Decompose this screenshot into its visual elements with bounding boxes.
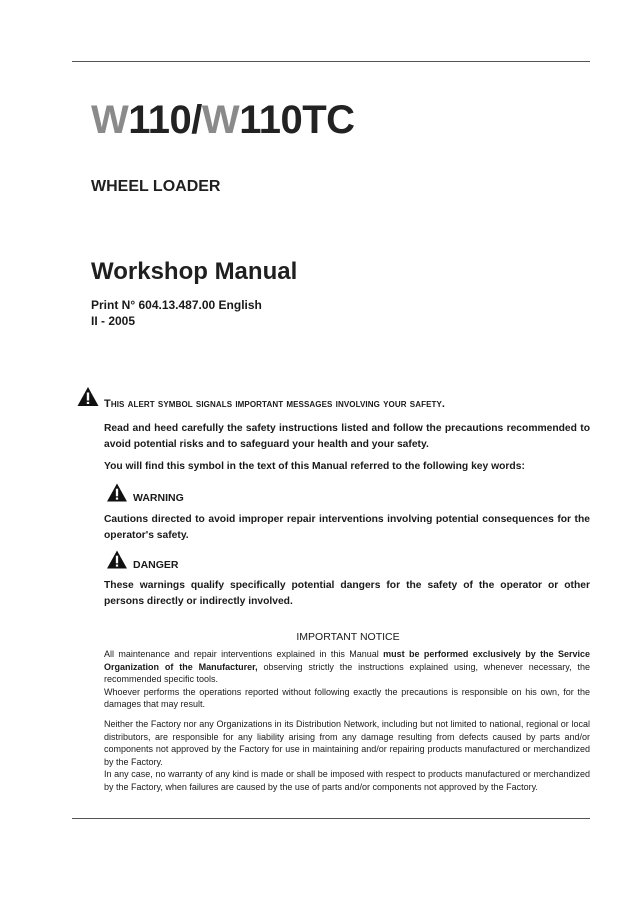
bottom-rule bbox=[72, 818, 590, 819]
notice-paragraph-2: Whoever performs the operations reported without following exactly the precautions is responsible on his own, for the damages that may result. bbox=[104, 686, 590, 710]
print-date: II - 2005 bbox=[91, 314, 136, 328]
manual-title: Workshop Manual bbox=[91, 258, 298, 285]
notice-p1-end: observing strictly the instructions explained using, whenever necessary, the recommended specific tools. bbox=[104, 661, 590, 685]
danger-label: DANGER bbox=[133, 559, 179, 571]
title-model-part: 110/ bbox=[128, 98, 202, 142]
document-subtitle: WHEEL LOADER bbox=[91, 178, 221, 195]
document-title bbox=[91, 96, 355, 144]
warning-text: Cautions directed to avoid improper repair interventions involving potential consequences for the operator's safety. bbox=[104, 514, 590, 541]
key-words-intro: You will find this symbol in the text of this Manual referred to the following key words: bbox=[104, 461, 525, 472]
safety-instructions-text: Read and heed carefully the safety instructions listed and follow the precautions recommended to avoid potential risks and to safeguard your health and your safety. bbox=[104, 423, 590, 450]
title-model-part: 110TC bbox=[239, 98, 355, 142]
notice-p1-start: All maintenance and repair interventions explained in this Manual bbox=[104, 649, 384, 659]
notice-paragraph-1 bbox=[104, 648, 590, 711]
important-notice-title: IMPORTANT NOTICE bbox=[296, 631, 400, 643]
warning-label: WARNING bbox=[133, 492, 184, 504]
warning-triangle-icon bbox=[106, 550, 128, 569]
alert-symbol-text: This alert symbol signals important messages involving your safety. bbox=[104, 398, 446, 410]
notice-paragraph-3: Neither the Factory nor any Organizations in its Distribution Network, including but not limited to national, regional or local distributors, are responsible for any liability arising from any damage resulting from defects caused by parts and/or components not approved by the Factory for use in maintaining and/or repairing products manufactured or merchandized by the Factory. bbox=[104, 719, 590, 767]
warning-triangle-icon bbox=[106, 483, 128, 502]
danger-text: These warnings qualify specifically potential dangers for the safety of the operator or other persons directly or indirectly involved. bbox=[104, 580, 590, 607]
warning-triangle-icon bbox=[77, 386, 99, 407]
title-w-letter: W bbox=[201, 98, 240, 142]
notice-p1-bold: must be performed exclusively by the Service Organization of the Manufacturer, bbox=[104, 649, 590, 672]
top-rule bbox=[72, 61, 590, 62]
notice-paragraph-4: In any case, no warranty of any kind is made or shall be imposed with respect to products manufactured or merchandized by the Factory, when failures are caused by the use of parts and/or components not approved by the Factory. bbox=[104, 769, 590, 792]
print-info bbox=[91, 297, 262, 329]
notice-paragraph-3-block bbox=[104, 718, 590, 794]
title-w-letter: W bbox=[91, 98, 129, 142]
print-number: Print N° 604.13.487.00 English bbox=[91, 298, 262, 312]
